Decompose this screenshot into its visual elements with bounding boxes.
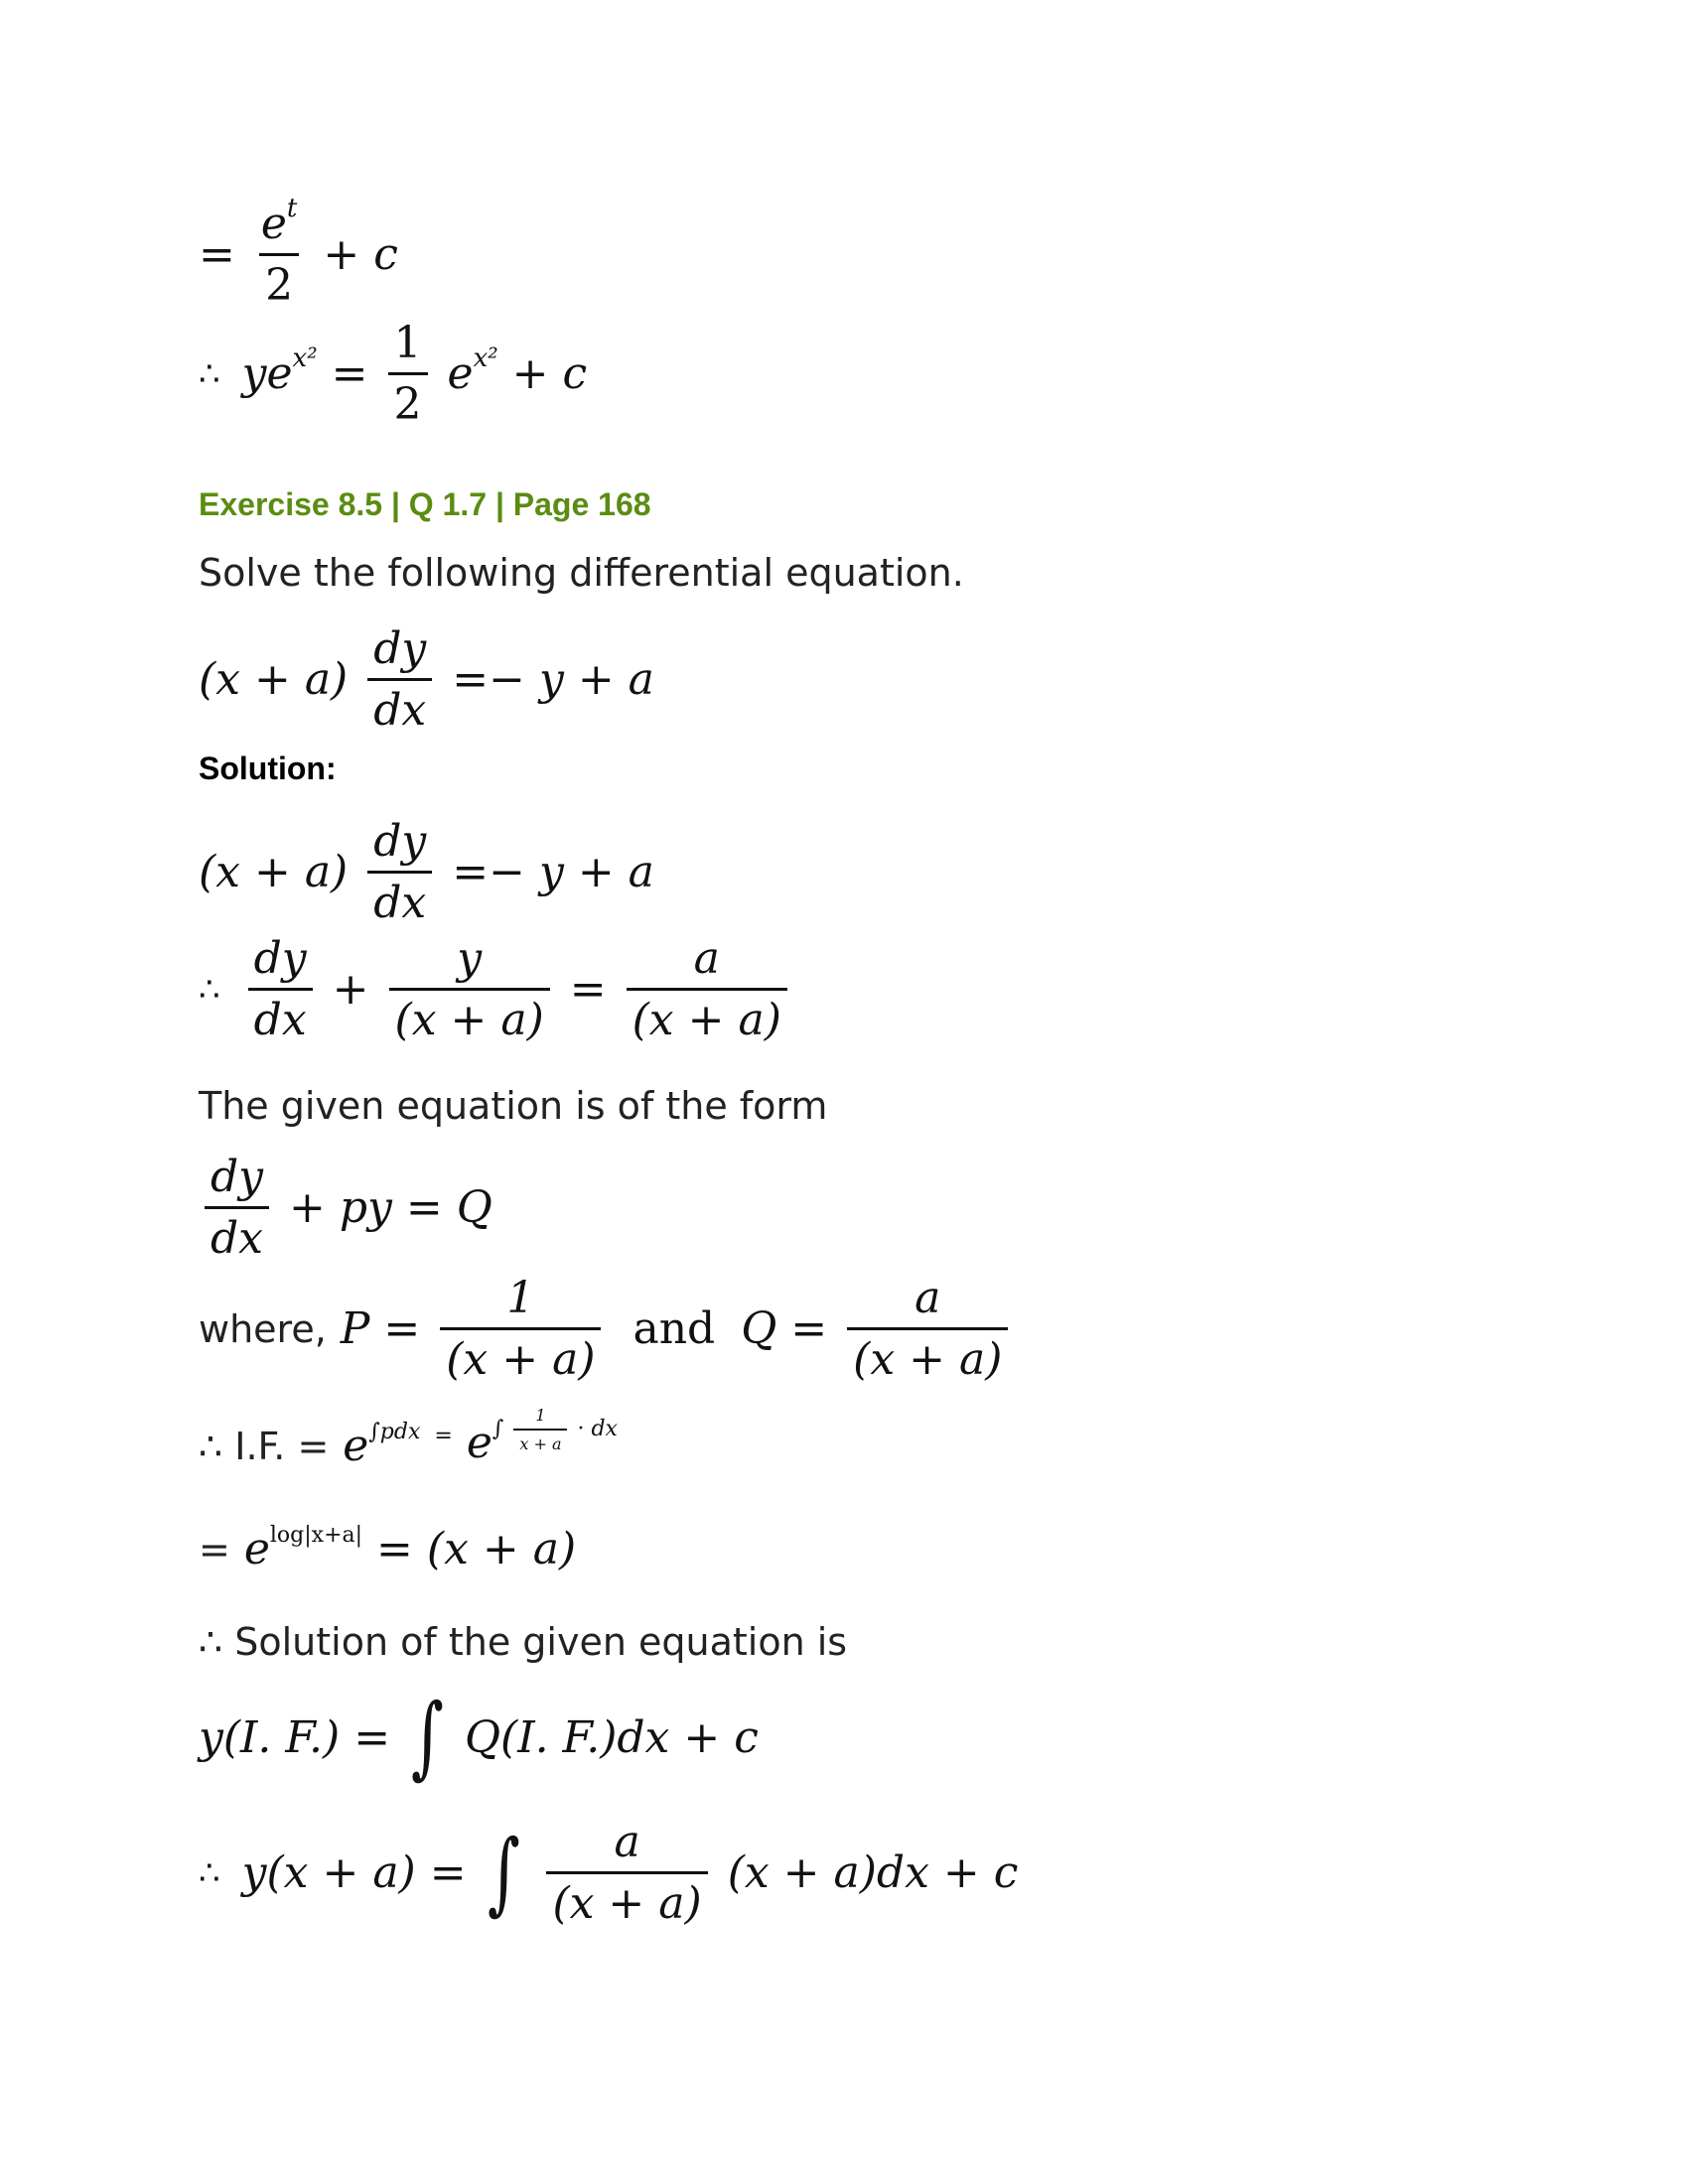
if-prefix: ∴ I.F. = [199,1424,330,1468]
denominator: (x + a) [546,1871,707,1929]
e: e [243,1524,270,1574]
fraction-a-over-xa [627,933,787,1045]
numerator: 1 [535,1405,546,1425]
exponent: ∫pdx [368,1420,421,1445]
therefore-symbol: ∴ [199,353,220,394]
plus-c: + c [323,229,398,280]
numerator: e [260,199,287,249]
integral-symbol: ∫ [487,1820,520,1925]
standard-form-equation [199,1152,492,1264]
equals-sign: = [569,964,607,1015]
denominator: 2 [259,253,299,311]
denominator: (x + a) [847,1327,1008,1385]
denominator: dx [367,871,432,928]
lhs: (x + a) [199,654,349,705]
equation-ye-x2 [199,318,587,430]
e: e [466,1418,492,1468]
e: e [343,1421,369,1472]
integrating-factor-line [199,1405,618,1475]
p-fraction [440,1273,601,1385]
final-equation [199,1817,1018,1929]
numerator: a [914,1273,941,1323]
p-lhs: P = [340,1303,421,1354]
solution-label: Solution: [199,751,337,786]
exponent: t [286,194,298,223]
plus-c: + c [511,348,588,399]
and-word: and [633,1303,716,1354]
where-p-q [199,1273,1014,1385]
equals-sign: = [434,1424,453,1449]
lhs: y(x + a) = [241,1847,467,1898]
denominator: (x + a) [389,988,550,1045]
equals-sign: = [199,1527,230,1571]
solution-of-equation-text: ∴ Solution of the given equation is [199,1620,848,1664]
fraction-a-over-xa [546,1817,707,1929]
where-label: where, [199,1306,327,1351]
numerator: dy [373,623,427,674]
denominator: dx [248,988,313,1045]
denominator: (x + a) [627,988,787,1045]
equals-sign: = [331,348,368,399]
lhs: (x + a) [199,847,349,897]
denominator: dx [367,678,432,736]
integral-symbol: ∫ [411,1685,444,1789]
numerator: dy [253,933,307,984]
integral-symbol: ∫ [492,1417,504,1441]
if-result-line [199,1524,576,1574]
numerator: 1 [506,1273,535,1323]
q-fraction [847,1273,1008,1385]
exponent: log|x+a| [269,1523,363,1548]
fraction-half [388,318,428,430]
exponent: x² [292,343,318,373]
derivative-fraction [367,816,432,928]
rhs: = (x + a) [376,1524,577,1574]
numerator: 1 [393,318,422,368]
denominator: (x + a) [440,1327,601,1385]
denominator: 2 [388,372,428,430]
derivative-fraction [367,623,432,736]
solution-step-1 [199,816,654,928]
question-text: Solve the following differential equation. [199,551,964,595]
therefore-symbol: ∴ [199,969,220,1010]
rhs: =− y + a [452,847,654,897]
rhs: Q(I. F.)dx + c [464,1711,759,1763]
lhs: ye [241,348,293,399]
solution-step-2 [199,933,793,1045]
numerator: dy [373,816,427,867]
exponent [492,1406,618,1453]
fraction-y-over-xa [389,933,550,1045]
rest: + py = Q [289,1182,492,1233]
numerator: a [693,933,720,984]
denominator: dx [205,1206,269,1264]
exponent: x² [473,343,498,373]
exponent-fraction [513,1406,567,1453]
numerator: dy [211,1152,264,1202]
rhs: (x + a)dx + c [727,1847,1019,1898]
dx: · dx [577,1417,618,1441]
rhs: e [447,348,474,399]
therefore-symbol: ∴ [199,1852,220,1893]
form-text: The given equation is of the form [199,1084,828,1128]
lhs: y(I. F.) = [199,1711,391,1763]
derivative-fraction [205,1152,269,1264]
plus-sign: + [332,964,369,1015]
exercise-header[interactable]: Exercise 8.5 | Q 1.7 | Page 168 [199,486,651,522]
rhs: =− y + a [452,654,654,705]
equals-sign: = [199,229,235,280]
equation-e-t-over-2 [199,194,398,311]
numerator: y [457,933,483,984]
general-solution-equation [199,1685,759,1789]
numerator: a [614,1817,640,1867]
q-lhs: Q = [741,1303,828,1354]
question-equation [199,623,654,736]
denominator: x + a [513,1429,567,1453]
fraction [255,194,304,311]
fraction-dy-dx [248,933,313,1045]
